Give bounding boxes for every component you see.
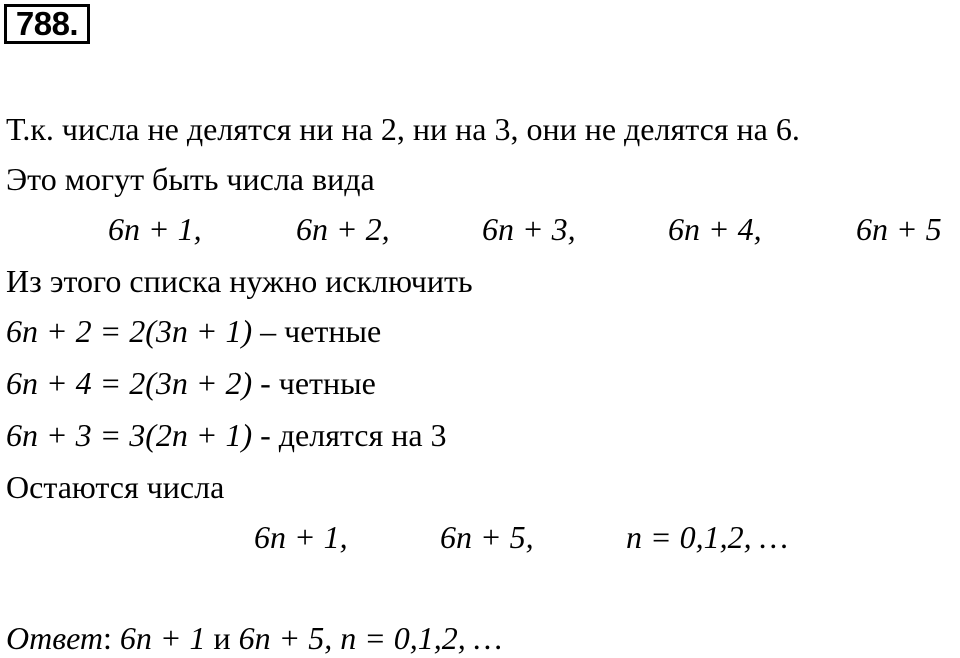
exclusion-line	[6, 415, 447, 455]
remaining-6n-plus-5: 6n + 5,	[440, 519, 534, 555]
form-6n-plus-4: 6n + 4,	[668, 211, 762, 247]
answer-line	[6, 618, 502, 658]
remaining-6n-plus-1: 6n + 1,	[254, 519, 348, 555]
remain-intro-text: Остаются числа	[6, 469, 225, 505]
answer-conjunction: и	[205, 620, 239, 656]
problem-number: 788.	[4, 4, 90, 44]
exclusion-note: - четные	[252, 365, 376, 401]
forms-intro-text: Это могут быть числа вида	[6, 161, 375, 197]
form-6n-plus-3: 6n + 3,	[482, 211, 576, 247]
exclusion-note: - делятся на 3	[252, 417, 447, 453]
form-6n-plus-2: 6n + 2,	[296, 211, 390, 247]
exclusion-formula: 6n + 2 = 2(3n + 1)	[6, 313, 253, 349]
exclusion-note: – четные	[252, 313, 382, 349]
answer-colon: :	[103, 620, 112, 656]
answer-second-form: 6n + 5,	[238, 620, 333, 656]
exclusion-formula: 6n + 3 = 3(2n + 1)	[6, 417, 253, 453]
answer-label: Ответ	[6, 620, 103, 656]
exclusion-line	[6, 311, 381, 351]
answer-n-range: n = 0,1,2, …	[332, 620, 503, 656]
intro-text: Т.к. числа не делятся ни на 2, ни на 3, они не делятся на 6.	[6, 111, 800, 147]
form-6n-plus-1: 6n + 1,	[108, 211, 202, 247]
exclusion-line	[6, 363, 376, 403]
form-6n-plus-5: 6n + 5	[856, 211, 942, 247]
remaining-n-range: n = 0,1,2, …	[626, 519, 789, 555]
exclusion-formula: 6n + 4 = 2(3n + 2)	[6, 365, 253, 401]
answer-first-form: 6n + 1	[111, 620, 206, 656]
exclude-intro-text: Из этого списка нужно исключить	[6, 263, 473, 299]
